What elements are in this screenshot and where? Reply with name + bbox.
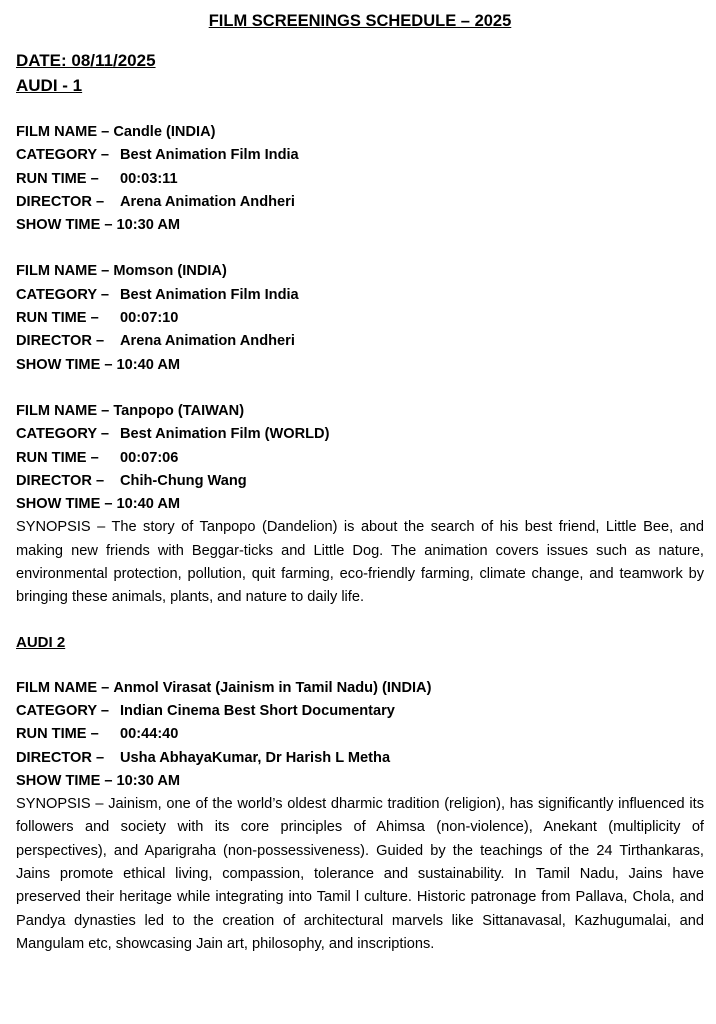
film-name-value: Candle (INDIA) [113, 124, 216, 140]
show-time-value: 10:30 AM [116, 772, 181, 789]
show-time-label: SHOW TIME – [16, 772, 113, 789]
show-time-value: 10:30 AM [116, 217, 181, 234]
director-value: Chih-Chung Wang [120, 472, 247, 489]
film-name-value: Anmol Virasat (Jainism in Tamil Nadu) (INDIA) [113, 679, 432, 696]
category-label: CATEGORY – [16, 147, 109, 164]
synopsis-paragraph [16, 793, 704, 956]
audi-1-heading: AUDI - 1 [16, 76, 83, 95]
run-time-value: 00:03:11 [120, 170, 178, 187]
film-name-label: FILM NAME – [16, 402, 110, 419]
film-entry-anmol-virasat [16, 677, 704, 957]
film-name-value: Momson (INDIA) [113, 263, 227, 280]
director-row [16, 470, 704, 493]
film-name-row [16, 677, 704, 700]
schedule-document [16, 0, 704, 956]
date-heading: DATE: 08/11/2025 [16, 51, 156, 70]
category-label: CATEGORY – [16, 286, 109, 303]
synopsis-text: Jainism, one of the world’s oldest dharmic tradition (religion), has significantly influenced its followers and society with its core principles of Ahimsa (non-violence), Anekant (multiplicity of perspectives), and Aparigraha (non-possessiveness). Guided by the teachings of the 24 Tirthankaras, Jains promote ethical living, compassion, tolerance and sustainability. In Tamil Nadu, Jains have preserved their heritage while integrating into Tamil l culture. Historic patronage from Pallava, Chola, and Pandya dynasties led to the creation of architectural marvels like Sittanavasal, Kazhugumalai, and Mangulam etc, showcasing Jain art, philosophy, and inscriptions. [16, 796, 704, 952]
director-row [16, 330, 704, 353]
film-entry-momson [16, 260, 704, 376]
show-time-row [16, 214, 704, 237]
director-label: DIRECTOR – [16, 472, 105, 489]
synopsis-label: SYNOPSIS – [16, 519, 106, 536]
show-time-value: 10:40 AM [116, 496, 181, 513]
director-row [16, 191, 704, 214]
show-time-value: 10:40 AM [116, 356, 181, 373]
run-time-row [16, 168, 704, 191]
director-value: Usha AbhayaKumar, Dr Harish L Metha [120, 749, 391, 766]
category-row [16, 700, 704, 723]
show-time-label: SHOW TIME – [16, 496, 113, 513]
film-name-row [16, 400, 704, 423]
show-time-label: SHOW TIME – [16, 217, 113, 234]
director-label: DIRECTOR – [16, 193, 105, 210]
run-time-row [16, 723, 704, 746]
film-name-value: Tanpopo (TAIWAN) [113, 402, 245, 419]
document-title: FILM SCREENINGS SCHEDULE – 2025 [208, 12, 512, 30]
run-time-label: RUN TIME – [16, 449, 99, 466]
director-row [16, 747, 704, 770]
synopsis-paragraph [16, 516, 704, 609]
category-value: Best Animation Film India [120, 286, 299, 303]
show-time-label: SHOW TIME – [16, 356, 113, 373]
director-value: Arena Animation Andheri [120, 193, 295, 210]
synopsis-text: The story of Tanpopo (Dandelion) is about the search of his best friend, Little Bee, and making new friends with Beggar-ticks and Little Dog. The animation covers issues such as nature, environmental protection, pollution, quit farming, eco-friendly farming, climate change, and teamwork by bringing these animals, plants, and nature to daily life. [16, 519, 704, 606]
category-value: Indian Cinema Best Short Documentary [120, 702, 395, 719]
film-name-label: FILM NAME – [16, 679, 110, 696]
category-value: Best Animation Film (WORLD) [120, 426, 330, 443]
film-name-label: FILM NAME – [16, 124, 110, 140]
run-time-value: 00:07:10 [120, 310, 179, 327]
run-time-row [16, 447, 704, 470]
run-time-row [16, 307, 704, 330]
film-name-row [16, 260, 704, 283]
run-time-value: 00:44:40 [120, 726, 179, 743]
category-row [16, 144, 704, 167]
show-time-row [16, 770, 704, 793]
director-value: Arena Animation Andheri [120, 333, 295, 350]
run-time-value: 00:07:06 [120, 449, 179, 466]
show-time-row [16, 354, 704, 377]
film-entry-tanpopo [16, 400, 704, 610]
category-row [16, 423, 704, 446]
film-name-row [16, 121, 704, 144]
film-entry-candle [16, 121, 704, 237]
category-value: Best Animation Film India [120, 147, 299, 164]
run-time-label: RUN TIME – [16, 310, 99, 327]
run-time-label: RUN TIME – [16, 170, 99, 187]
film-name-label: FILM NAME – [16, 263, 110, 280]
audi-2-heading: AUDI 2 [16, 633, 66, 651]
director-label: DIRECTOR – [16, 333, 105, 350]
synopsis-label: SYNOPSIS – [16, 796, 104, 813]
run-time-label: RUN TIME – [16, 726, 99, 743]
category-row [16, 284, 704, 307]
show-time-row [16, 493, 704, 516]
category-label: CATEGORY – [16, 426, 109, 443]
director-label: DIRECTOR – [16, 749, 105, 766]
category-label: CATEGORY – [16, 702, 109, 719]
